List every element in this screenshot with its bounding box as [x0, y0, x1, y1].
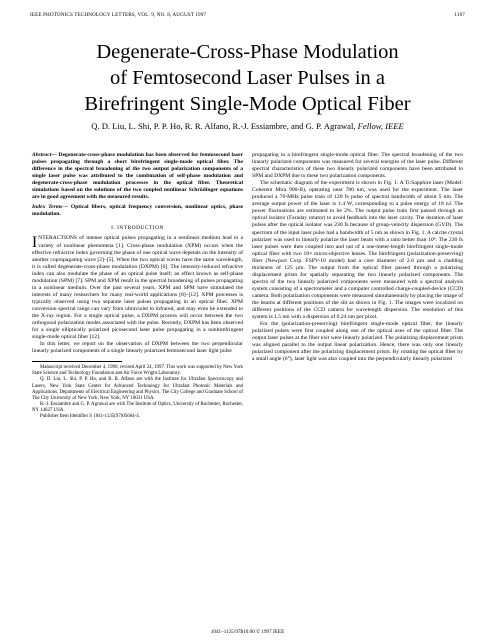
running-head [30, 12, 465, 18]
drop-cap: I [32, 234, 38, 252]
left-column [32, 152, 243, 420]
body-paragraph: For the (polarization-preserving) birefringent single-mode optical fiber, the linearly polarized pulses were first coupled along one of the optical axes of the optical fiber. The output laser pulses at the fiber exit were linearly polarized. The polarizing displacement prism was aligned parallel to the output linear polarization. Hence, there was only one linearly polarized component after the polarizing displacement prism. By rotating the optical fiber by a small angle (6°), laser light was also coupled into the perpendicularly linearly polarized [252, 321, 463, 363]
index-terms-label: Index Terms— [32, 204, 68, 211]
paper-title [30, 39, 465, 117]
author-names: Q. D. Liu, L. Shi, P. P. Ho, R. R. Alfano, R.-J. Essiambre, and G. P. Agrawal, [91, 121, 356, 131]
intro-paragraph [32, 235, 243, 341]
author-list [30, 121, 465, 131]
footnote: Q. D. Liu, L. Shi, P. P. Ho, and R. R. Alfano are with the Institute for Ultrafast Spectroscopy and Lasers, New York State Center for Advanced Technology for Ultrafast Photonic Materials and Applications, Departments of Electrical Engineering and Physics, The City College and Graduate School of The City University of New York, New York, NY 10031 USA. [32, 377, 243, 401]
right-column [252, 152, 463, 363]
intro-paragraph: In this letter, we report on the observation of DXPM between the two perpendicular linearly polarized components of a single linearly polarized femtosecond laser light pulse [32, 341, 243, 355]
author-membership: Fellow, IEEE [357, 121, 404, 131]
title-line: Degenerate-Cross-Phase Modulation [96, 41, 399, 63]
footnote: Manuscript received December 4, 1996; revised April 24, 1997. This work was supported by New York State Science and Technology Foundation and Air Force Wright Laboratory. [32, 365, 243, 377]
index-terms [32, 204, 243, 218]
page-number: 1107 [454, 12, 465, 18]
copyright-footer: 1041–1135/97$10.00 © 1997 IEEE [210, 629, 285, 635]
body-paragraph: The schematic diagram of the experiment is shown in Fig. 1. A Ti:Sapphire laser (Model: Coherent Mira 900-B), operating near 780 nm, was used for the experiment. The laser produced a 76-MHz pulse train of 120 fs pulse of spectral bandwidth of about 5 nm. The average output power of the laser is 1.4 W, corresponding to a pulse energy of 18 nJ. The power fluctuations are estimated to be 2%. The output pulse train first passed through an optical isolator (Faraday rotator) to avoid feedback into the laser cavity. The duration of laser pulses after the optical isolator was 230 fs because of group-velocity dispersion (GVD). The spectrum of the input laser pulse had a bandwidth of 5 nm as shown in Fig. 1. A calcite crystal polarizer was used to linearly polarize the laser beam with a ratio better than 10⁴. The 230 fs laser pulses were then coupled into and out of a one-meter-length birefringent single-mode optical fiber with two 10× micro-objective lenses. The birefringent (polarization-preserving) fiber (Newport Corp. FSPV-10 model) had a core diameter of 2.6 μm and a cladding thickness of 125 μm. The output from the optical fiber passed through a polarizing displacement prism for spatially separating the two linearly polarized components. The spectra of the two linearly polarized components were measured with a spectral analysis system consisting of a spectrometer and a computer controlled charge-coupled-device (CCD) camera. Both polarization components were measured simultaneously by placing the image of the beams at different positions of the slit as shown in Fig. 1. The images were localized on different positions of the CCD camera for wavelength dispersion. The resolution of this system is 1.5 nm with a dispersion of 0.24 nm per pixel. [252, 180, 463, 321]
footnote: Publisher Item Identifier S 1041-1135(97)05664-4. [40, 414, 140, 420]
footnote-divider [32, 361, 122, 362]
abstract-text: Degenerate-cross-phase modulation has been observed for femtosecond laser pulses propagating through a short birefringent single-mode optical fiber. The difference in the spectral broadening of the two output polarization components of a single laser pulse was attributed to the combination of self-phase modulation and degenerate-cross-phase modulation processes in the optical fiber. Theoretical simulations based on the solutions of the two coupled nonlinear Schrödinger equations are in good agreement with the measured results. [32, 152, 243, 201]
section-heading: I. INTRODUCTION [111, 225, 164, 232]
title-line: of Femtosecond Laser Pulses in a [110, 67, 385, 89]
journal-header: IEEE PHOTONICS TECHNOLOGY LETTERS, VOL. 9, NO. 8, AUGUST 1997 [30, 12, 207, 18]
abstract-label: Abstract— [32, 152, 57, 158]
index-terms-text: Optical fibers, optical frequency conversion, nonlinear optics, phase modulation. [32, 204, 243, 218]
body-paragraph: propagating in a birefringent single-mode optical fiber. The spectral broadening of the two linearly polarized components was measured for several energies of the laser pulse. Different spectral characteristics of these two linearly polarized components have been attributed to SPM and DXPM due to these two polarization components. [252, 152, 463, 180]
abstract [32, 152, 243, 201]
title-line: Birefringent Single-Mode Optical Fiber [84, 93, 411, 115]
intro-paragraph-text: NTERACTIONS of intense optical pulses propagating in a nonlinear medium lead to a variety of nonlinear phenomena [1]. Cross-phase modulation (XPM) occurs when the effective refractive index governing the phase of one optical wave depends on the intensity of another copropagating wave [2]–[5]. When the two optical waves have the same wavelength, it is called degenerate-cross-phase modulation (DXPM) [6]. The intensity-induced refractive index can also modulate the phase of an optical pulse itself; an effect known as self-phase modulation (SPM) [7]. SPM and XPM result in the spectral broadening of pulses propagating in a nonlinear medium. Over the past several years, XPM and SPM have stimulated the interests of many researchers for many real-world applications [8]–[12]. XPM processes is typically observed using two separate laser pulses propagating in an optical fiber. XPM conversion spectral range can vary from ultraviolet to infrared, and may even be extended to the X-ray region. For a single optical pulse, a DXPM process will occur between the two orthogonal polarization modes associated with the pulse. Recently, DXPM has been observed for a single elliptically polarized picosecond laser pulse propagating in a nonbirefringent single-mode optical fiber [12]. [32, 235, 243, 341]
footnote: R.-J. Essiambre and G. P. Agrawal are with The Institute of Optics, University of Rochester, Rochester, NY 14627 USA. [32, 401, 243, 413]
